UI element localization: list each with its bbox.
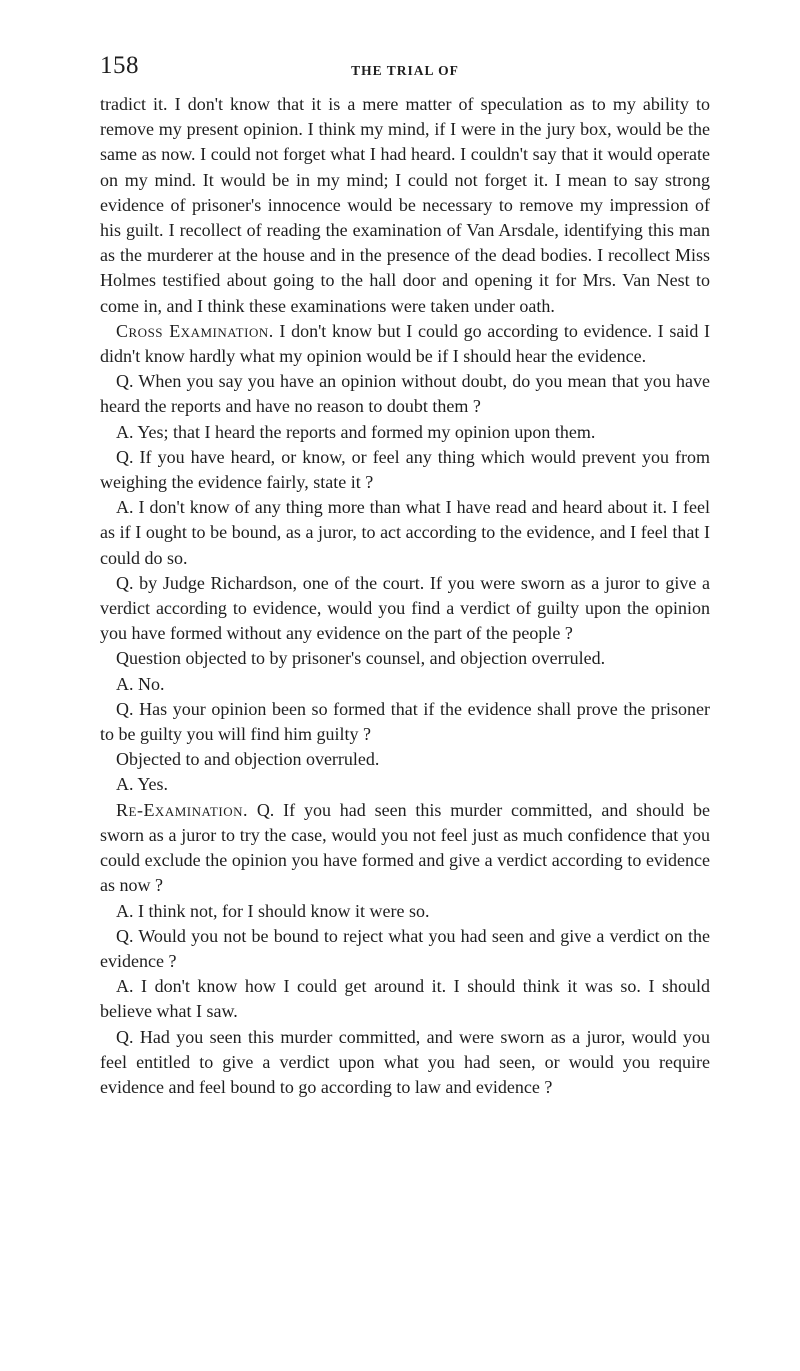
paragraph-text: A. I don't know of any thing more than what I have read and heard about it. I feel as if I ought to be bound, as a juror, to act according to the evidence, and I feel that I could do so. bbox=[100, 497, 710, 568]
page-number: 158 bbox=[100, 52, 139, 79]
paragraph bbox=[100, 646, 710, 671]
paragraph-text: Q. When you say you have an opinion without doubt, do you mean that you have heard the reports and have no reason to doubt them ? bbox=[100, 371, 710, 417]
running-head: THE TRIAL OF bbox=[351, 63, 459, 78]
paragraph bbox=[100, 798, 710, 899]
paragraph bbox=[100, 445, 710, 495]
paragraph-text: A. I think not, for I should know it were so. bbox=[116, 900, 430, 921]
body-text bbox=[100, 92, 710, 1100]
paragraph-text: Question objected to by prisoner's counsel, and objection overruled. bbox=[116, 648, 606, 669]
paragraph-text: Q. Would you not be bound to reject what you had seen and give a verdict on the evidence ? bbox=[100, 925, 710, 971]
page-header bbox=[100, 52, 710, 92]
paragraph-text: Q. by Judge Richardson, one of the court. If you were sworn as a juror to give a verdict according to evidence, would you find a verdict of guilty upon the opinion you have formed without any evidence on the part of the people ? bbox=[100, 572, 710, 644]
paragraph-text: Q. If you had seen this murder committed, and should be sworn as a juror to try the case, would you not feel just as much confidence that you could exclude the opinion you have formed and give a verdict according to evidence as now ? bbox=[100, 799, 710, 896]
paragraph bbox=[100, 899, 710, 924]
paragraph bbox=[100, 697, 710, 747]
paragraph bbox=[100, 672, 710, 697]
paragraph-text: tradict it. I don't know that it is a mere matter of speculation as to my ability to remove my present opinion. I think my mind, if I were in the jury box, would be the same as now. I could not forget what I had heard. I couldn't say that it would operate on my mind. It would be in my mind; I could not forget it. I mean to say strong evidence of prisoner's innocence would be necessary to remove my impression of his guilt. I recollect of reading the examination of Van Arsdale, identifying this man as the murderer at the house and in the presence of the dead bodies. I recollect Miss Holmes testified about going to the hall door and opening it for Mrs. Van Nest to come in, and I think these examinations were taken under oath. bbox=[100, 94, 710, 316]
book-page bbox=[100, 52, 710, 1100]
paragraph bbox=[100, 319, 710, 369]
paragraph-text: Q. If you have heard, or know, or feel any thing which would prevent you from weighing the evidence fairly, state it ? bbox=[100, 446, 710, 493]
paragraph-text: A. No. bbox=[116, 673, 165, 694]
section-heading: Re-Examination. bbox=[116, 799, 248, 820]
paragraph-text: A. Yes; that I heard the reports and formed my opinion upon them. bbox=[116, 421, 596, 442]
paragraph bbox=[100, 924, 710, 974]
paragraph bbox=[100, 571, 710, 647]
paragraph-text: A. Yes. bbox=[116, 774, 169, 795]
paragraph bbox=[100, 495, 710, 571]
paragraph-text: Q. Had you seen this murder committed, and were sworn as a juror, would you feel entitled to give a verdict upon what you had seen, or would you require evidence and feel bound to go according to law and evidence ? bbox=[100, 1026, 710, 1097]
paragraph bbox=[100, 369, 710, 419]
paragraph-text: Q. Has your opinion been so formed that if the evidence shall prove the prisoner to be guilty you will find him guilty ? bbox=[100, 698, 710, 745]
paragraph bbox=[100, 92, 710, 319]
paragraph bbox=[100, 420, 710, 445]
paragraph bbox=[100, 772, 710, 797]
paragraph bbox=[100, 747, 710, 772]
section-heading: Cross Examination. bbox=[116, 320, 274, 341]
paragraph-text: A. I don't know how I could get around it. I should think it was so. I should believe what I saw. bbox=[100, 976, 710, 1022]
paragraph-text: Objected to and objection overruled. bbox=[116, 749, 380, 770]
paragraph bbox=[100, 1025, 710, 1101]
paragraph bbox=[100, 974, 710, 1024]
paragraph-text: I don't know but I could go according to evidence. I said I didn't know hardly what my opinion would be if I should hear the evidence. bbox=[100, 320, 710, 367]
